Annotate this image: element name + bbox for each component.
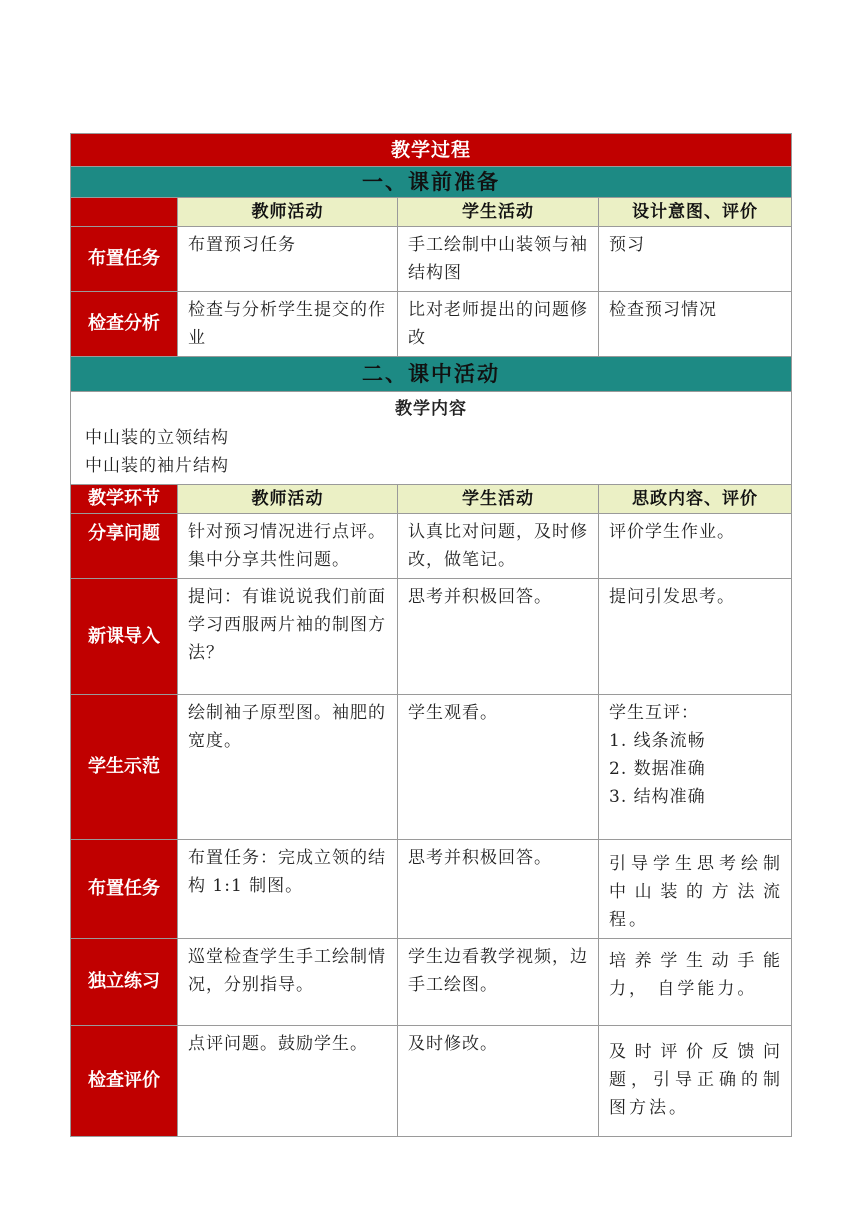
design-list: [599, 695, 791, 815]
student-activity-cell: 思考并积极回答。: [408, 848, 552, 868]
table-row: [71, 840, 792, 939]
design-list-item: 学生互评：: [609, 703, 699, 723]
teacher-activity-cell: 巡堂检查学生手工绘制情况，分别指导。: [188, 947, 386, 995]
table-row: [71, 227, 792, 292]
table-row: [71, 1026, 792, 1137]
row-label: 分享问题: [71, 514, 178, 579]
teacher-activity-cell: 点评问题。鼓励学生。: [188, 1034, 368, 1054]
column-header: 设计意图、评价: [599, 198, 792, 227]
student-activity-cell: 比对老师提出的问题修改: [408, 300, 588, 348]
student-activity-cell: 手工绘制中山装领与袖结构图: [408, 235, 588, 283]
teacher-activity-cell: 针对预习情况进行点评。集中分享共性问题。: [188, 522, 386, 570]
row-label: 新课导入: [71, 579, 178, 695]
table-row: [71, 579, 792, 695]
title-row: [71, 134, 792, 167]
column-header: 教师活动: [178, 198, 398, 227]
student-activity-cell: 认真比对问题，及时修改，做笔记。: [408, 522, 588, 570]
teacher-activity-cell: 布置预习任务: [188, 235, 296, 255]
table-row: [71, 292, 792, 357]
section2-heading-row: [71, 357, 792, 392]
teacher-activity-cell: 提问：有谁说说我们前面学习西服两片袖的制图方法？: [188, 587, 386, 663]
design-list-item: 3. 结构准确: [609, 787, 706, 807]
table-row: [71, 514, 792, 579]
section1-header-row: [71, 198, 792, 227]
design-list-item: 2. 数据准确: [609, 759, 706, 779]
design-cell: 培养学生动手能力， 自学能力。: [609, 951, 784, 999]
row-label: 学生示范: [71, 695, 178, 840]
content-line: 中山装的袖片结构: [85, 456, 229, 476]
column-header: 教学环节: [71, 485, 178, 514]
table-title: 教学过程: [71, 134, 792, 167]
row-label: 检查评价: [71, 1026, 178, 1137]
teaching-content-block: [71, 392, 791, 484]
teacher-activity-cell: 检查与分析学生提交的作业: [188, 300, 386, 348]
section1-heading-row: [71, 167, 792, 198]
design-cell: 检查预习情况: [609, 300, 717, 320]
row-label: 检查分析: [71, 292, 178, 357]
row-label: 独立练习: [71, 939, 178, 1026]
design-cell: 及时评价反馈问题，引导正确的制图方法。: [609, 1042, 784, 1118]
section2-header-row: [71, 485, 792, 514]
column-header: 教师活动: [178, 485, 398, 514]
design-cell: 预习: [609, 235, 645, 255]
section1-heading: 一、课前准备: [71, 167, 792, 198]
column-header: 学生活动: [398, 485, 599, 514]
design-cell: 评价学生作业。: [609, 522, 735, 542]
content-row: [71, 392, 792, 485]
teaching-process-table-container: [70, 133, 791, 1137]
student-activity-cell: 学生边看教学视频，边手工绘图。: [408, 947, 588, 995]
table-row: [71, 695, 792, 840]
column-header: 思政内容、评价: [599, 485, 792, 514]
row-label: 布置任务: [71, 227, 178, 292]
student-activity-cell: 学生观看。: [408, 703, 498, 723]
section1-header-corner: [71, 198, 178, 227]
teacher-activity-cell: 布置任务：完成立领的结构 1:1 制图。: [188, 848, 386, 896]
design-cell: 提问引发思考。: [609, 587, 735, 607]
column-header: 学生活动: [398, 198, 599, 227]
student-activity-cell: 及时修改。: [408, 1034, 498, 1054]
design-cell: 引导学生思考绘制中山装的方法流程。: [609, 854, 784, 930]
teacher-activity-cell: 绘制袖子原型图。袖肥的宽度。: [188, 703, 386, 751]
section2-heading: 二、课中活动: [71, 357, 792, 392]
student-activity-cell: 思考并积极回答。: [408, 587, 552, 607]
design-list-item: 1. 线条流畅: [609, 731, 706, 751]
table-row: [71, 939, 792, 1026]
teaching-process-table: [70, 133, 792, 1137]
content-title: 教学内容: [395, 399, 467, 419]
content-line: 中山装的立领结构: [85, 428, 229, 448]
row-label: 布置任务: [71, 840, 178, 939]
